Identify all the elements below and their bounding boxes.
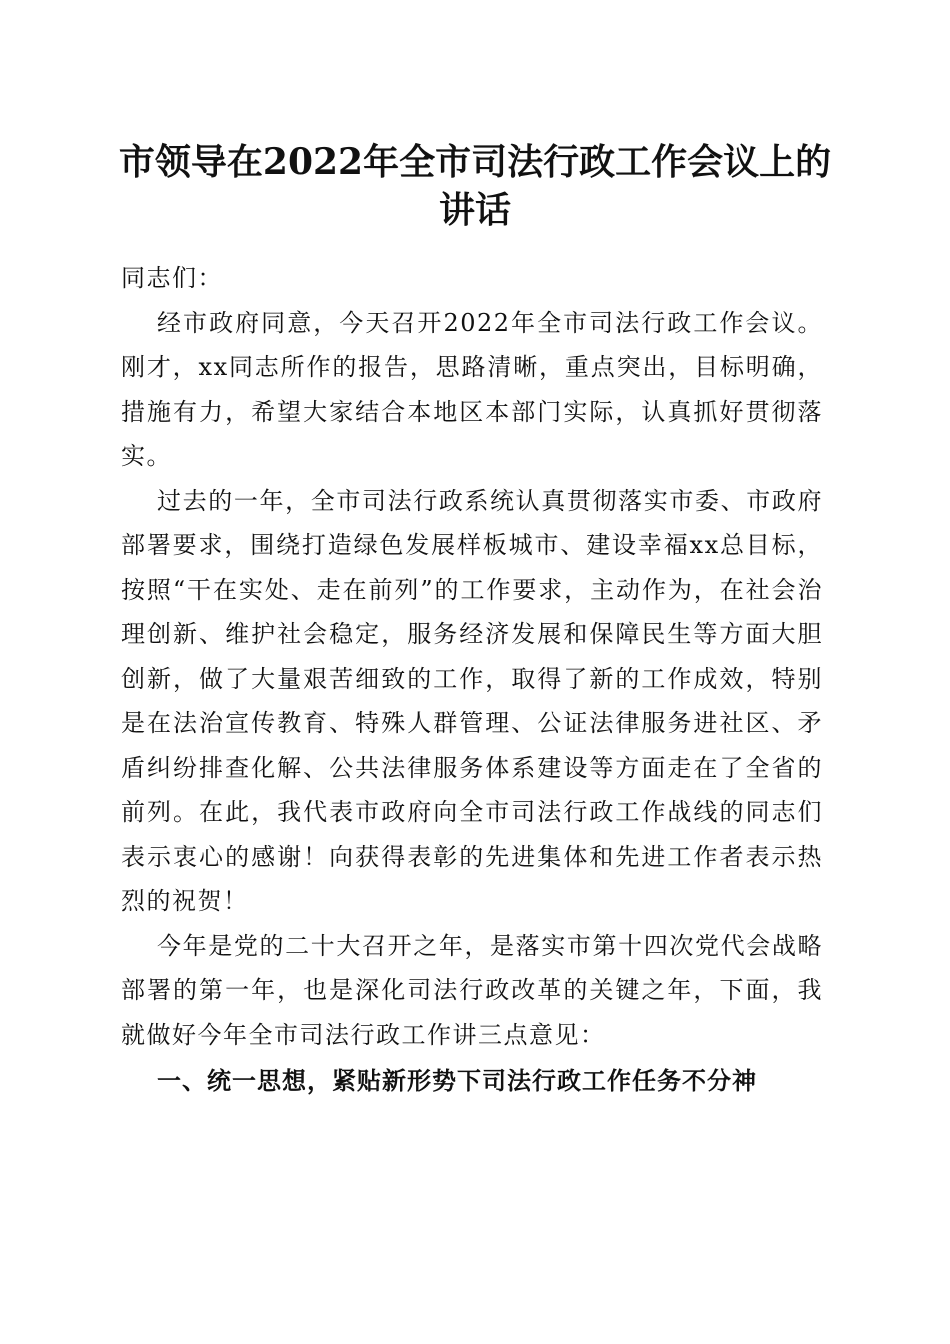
document-body (121, 256, 823, 1104)
paragraph-outline: 今年是党的二十大召开之年，是落实市第十四次党代会战略部署的第一年，也是深化司法行政改革的关键之年，下面，我就做好今年全市司法行政工作讲三点意见： (121, 931, 823, 1049)
title-line-1: 市领导在2022年全市司法行政工作会议上的 (118, 141, 832, 183)
salutation: 同志们： (121, 264, 223, 292)
title-line-2: 讲话 (438, 189, 511, 231)
section-heading-1: 一、统一思想，紧贴新形势下司法行政工作任务不分神 (157, 1067, 757, 1095)
document-title (110, 138, 840, 234)
paragraph-opening: 经市政府同意，今天召开2022年全市司法行政工作会议。刚才，xx同志所作的报告，思路清晰，重点突出，目标明确，措施有力，希望大家结合本地区本部门实际，认真抓好贯彻落实。 (121, 308, 823, 470)
paragraph-review: 过去的一年，全市司法行政系统认真贯彻落实市委、市政府部署要求，围绕打造绿色发展样板城市、建设幸福xx总目标，按照“干在实处、走在前列”的工作要求，主动作为，在社会治理创新、维护社会稳定，服务经济发展和保障民生等方面大胆创新，做了大量艰苦细致的工作，取得了新的工作成效，特别是在法治宣传教育、特殊人群管理、公证法律服务进社区、矛盾纠纷排查化解、公共法律服务体系建设等方面走在了全省的前列。在此，我代表市政府向全市司法行政工作战线的同志们表示衷心的感谢！向获得表彰的先进集体和先进工作者表示热烈的祝贺！ (121, 486, 823, 915)
